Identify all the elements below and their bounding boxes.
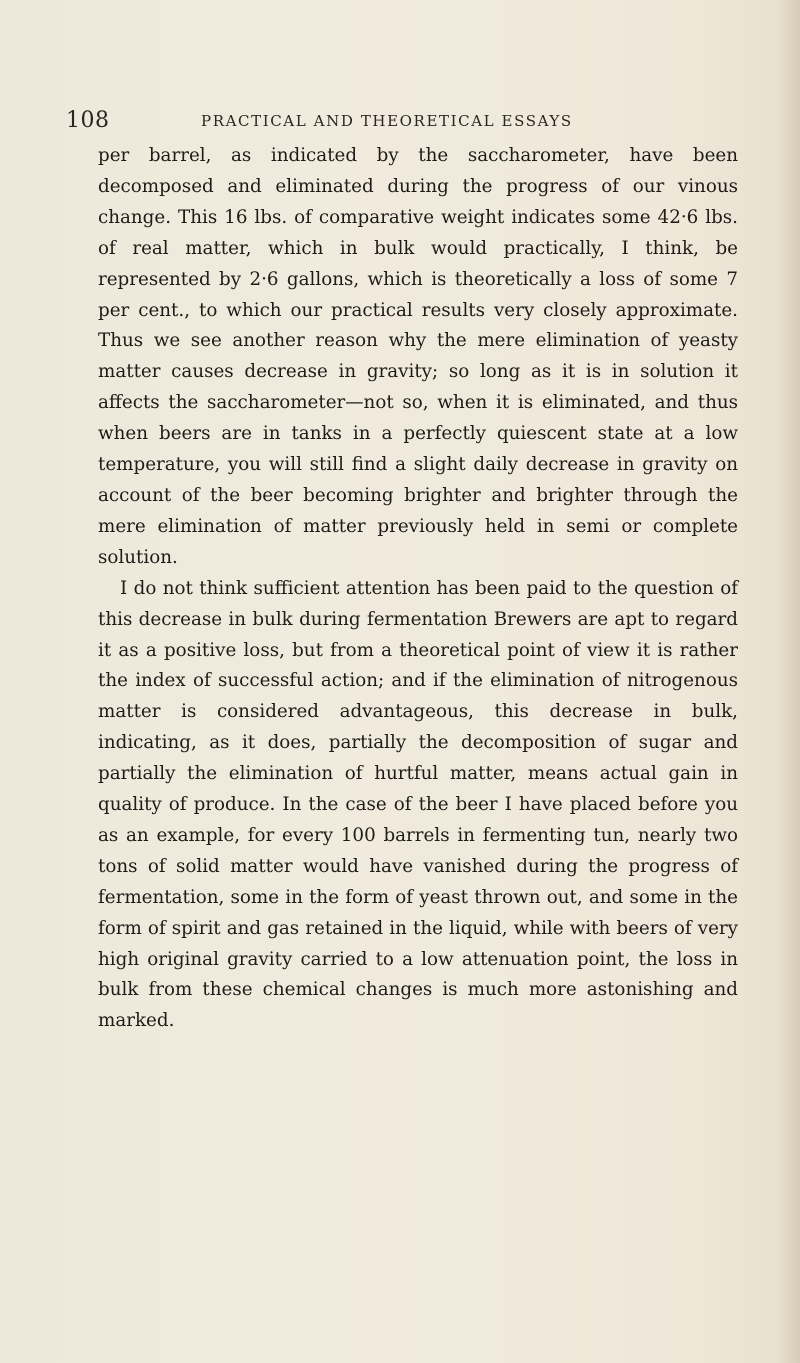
paragraph-2: I do not think sufficient attention has been paid to the question of this decrease in bulk during fermentation Brewers are apt to regard it as a positive loss, but from a theoretical point of view it is rather the index of successful action; and if the elimination of nitrogenous matter is considered advantageous, this decrease in bulk, indicating, as it does, partially the decomposition of sugar and partially the elimination of hurtful matter, means actual gain in quality of produce. In the case of the beer I have placed before you as an example, for every 100 barrels in fermenting tun, nearly two tons of solid matter would have vanished during the progress of fermentation, some in the form of yeast thrown out, and some in the form of spirit and gas retained in the liquid, while with beers of very high original gravity carried to a low attenuation point, the loss in bulk from these chemical changes is much more astonishing and marked. [98,577,738,1032]
page-number: 108 [66,108,110,133]
running-head: PRACTICAL AND THEORETICAL ESSAYS [201,112,573,130]
paragraph-1: per barrel, as indicated by the saccharometer, have been decomposed and eliminated during the progress of our vinous change. This 16 lbs. of comparative weight indicates some 42·6 lbs. of real matter, which in bulk would practically, I think, be represented by 2·6 gallons, which is theoretically a loss of some 7 per cent., to which our practical results very closely approximate. Thus we see another reason why the mere elimination of yeasty matter causes decrease in gravity; so long as it is in solution it affects the saccharometer—not so, when it is eliminated, and thus when beers are in tanks in a perfectly quiescent state at a low temperature, you will still find a slight daily decrease in gravity on account of the beer becoming brighter and brighter through the mere elimination of matter previously held in semi or complete solution. [98,145,738,568]
page-edge-shadow [778,0,800,1363]
body-text [98,141,738,1037]
page-header [66,108,736,138]
